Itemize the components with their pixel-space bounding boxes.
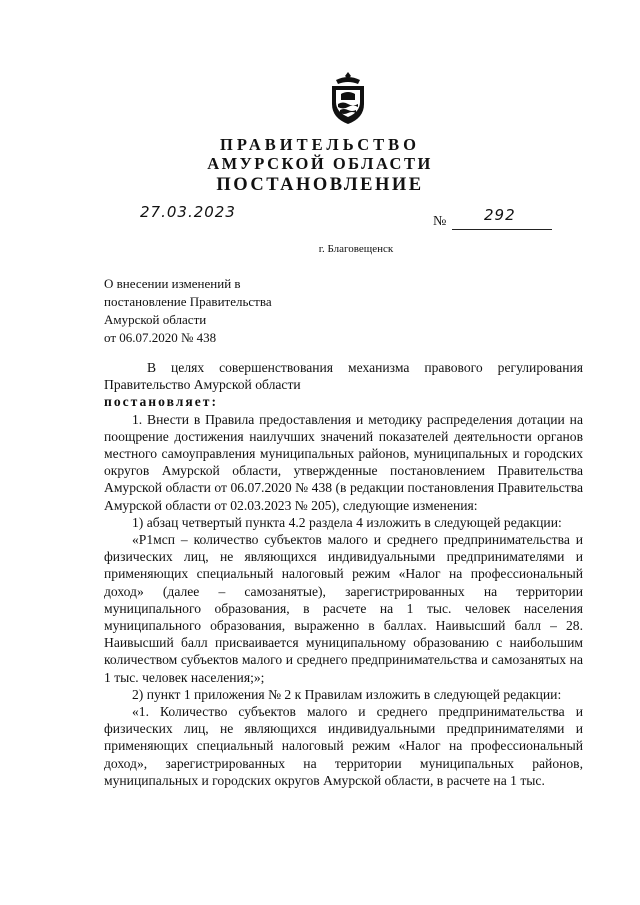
handwritten-date: 27.03.2023 bbox=[140, 203, 236, 221]
government-title-line2: АМУРСКОЙ ОБЛАСТИ bbox=[207, 154, 433, 173]
paragraph-1-2: 2) пункт 1 приложения № 2 к Правилам изложить в следующей редакции: bbox=[132, 686, 562, 702]
paragraph-1-1-quote: «P1мсп – количество субъектов малого и среднего предпринимательства и физических лиц, не являющихся индивидуальными предпринимателями и применяющих специальный налоговый режим «Налог на профессиональный доход» (далее – самозанятые), зарегистрированных на территории муниципального образования, в расчете на 1 тыс. человек населения муниципального образования, выраженно в баллах. Наивысший балл – 28. Наивысший балл присваивается муниципальному образованию с наибольшим количеством субъектов малого и среднего предпринимательства и самозанятых на 1 тыс. человек населения;»; bbox=[104, 532, 583, 685]
subject-line: О внесении изменений в bbox=[104, 276, 241, 291]
subject-line: постановление Правительства bbox=[104, 294, 272, 309]
paragraph-1: 1. Внести в Правила предоставления и методику распределения дотации на поощрение достижения наилучших значений показателей деятельности органов местного самоуправления муниципальных районов, муниципальных и городских округов Амурской области, утвержденные постановлением Правительства Амурской области от 06.07.2020 № 438 (в редакции постановления Правительства Амурской области от 02.03.2023 № 205), следующие изменения: bbox=[104, 411, 583, 513]
handwritten-number: 292 bbox=[484, 206, 516, 224]
subject-line: Амурской области bbox=[104, 312, 207, 327]
paragraph-1-2-quote: «1. Количество субъектов малого и среднего предпринимательства и физических лиц, не являющихся индивидуальными предпринимателями и применяющих специальный налоговый режим «Налог на профессиональный доход», зарегистрированных на территории муниципальных районов, муниципальных и городских округов Амурской области, в расчете на 1 тыс. bbox=[104, 704, 583, 788]
coat-of-arms-emblem bbox=[328, 70, 368, 126]
number-label: № bbox=[433, 214, 447, 229]
government-title-line1: ПРАВИТЕЛЬСТВО bbox=[220, 135, 420, 154]
decides-word: постановляет: bbox=[104, 394, 218, 410]
subject-line: от 06.07.2020 № 438 bbox=[104, 330, 217, 345]
preamble-paragraph: В целях совершенствования механизма правового регулирования Правительство Амурской области bbox=[104, 360, 583, 393]
document-subject bbox=[104, 275, 364, 347]
city-label: г. Благовещенск bbox=[318, 243, 394, 255]
number-underline bbox=[452, 229, 552, 230]
document-body bbox=[104, 359, 583, 789]
paragraph-1-1: 1) абзац четвертый пункта 4.2 раздела 4 изложить в следующей редакции: bbox=[132, 514, 562, 530]
document-type-title: ПОСТАНОВЛЕНИЕ bbox=[216, 175, 424, 195]
